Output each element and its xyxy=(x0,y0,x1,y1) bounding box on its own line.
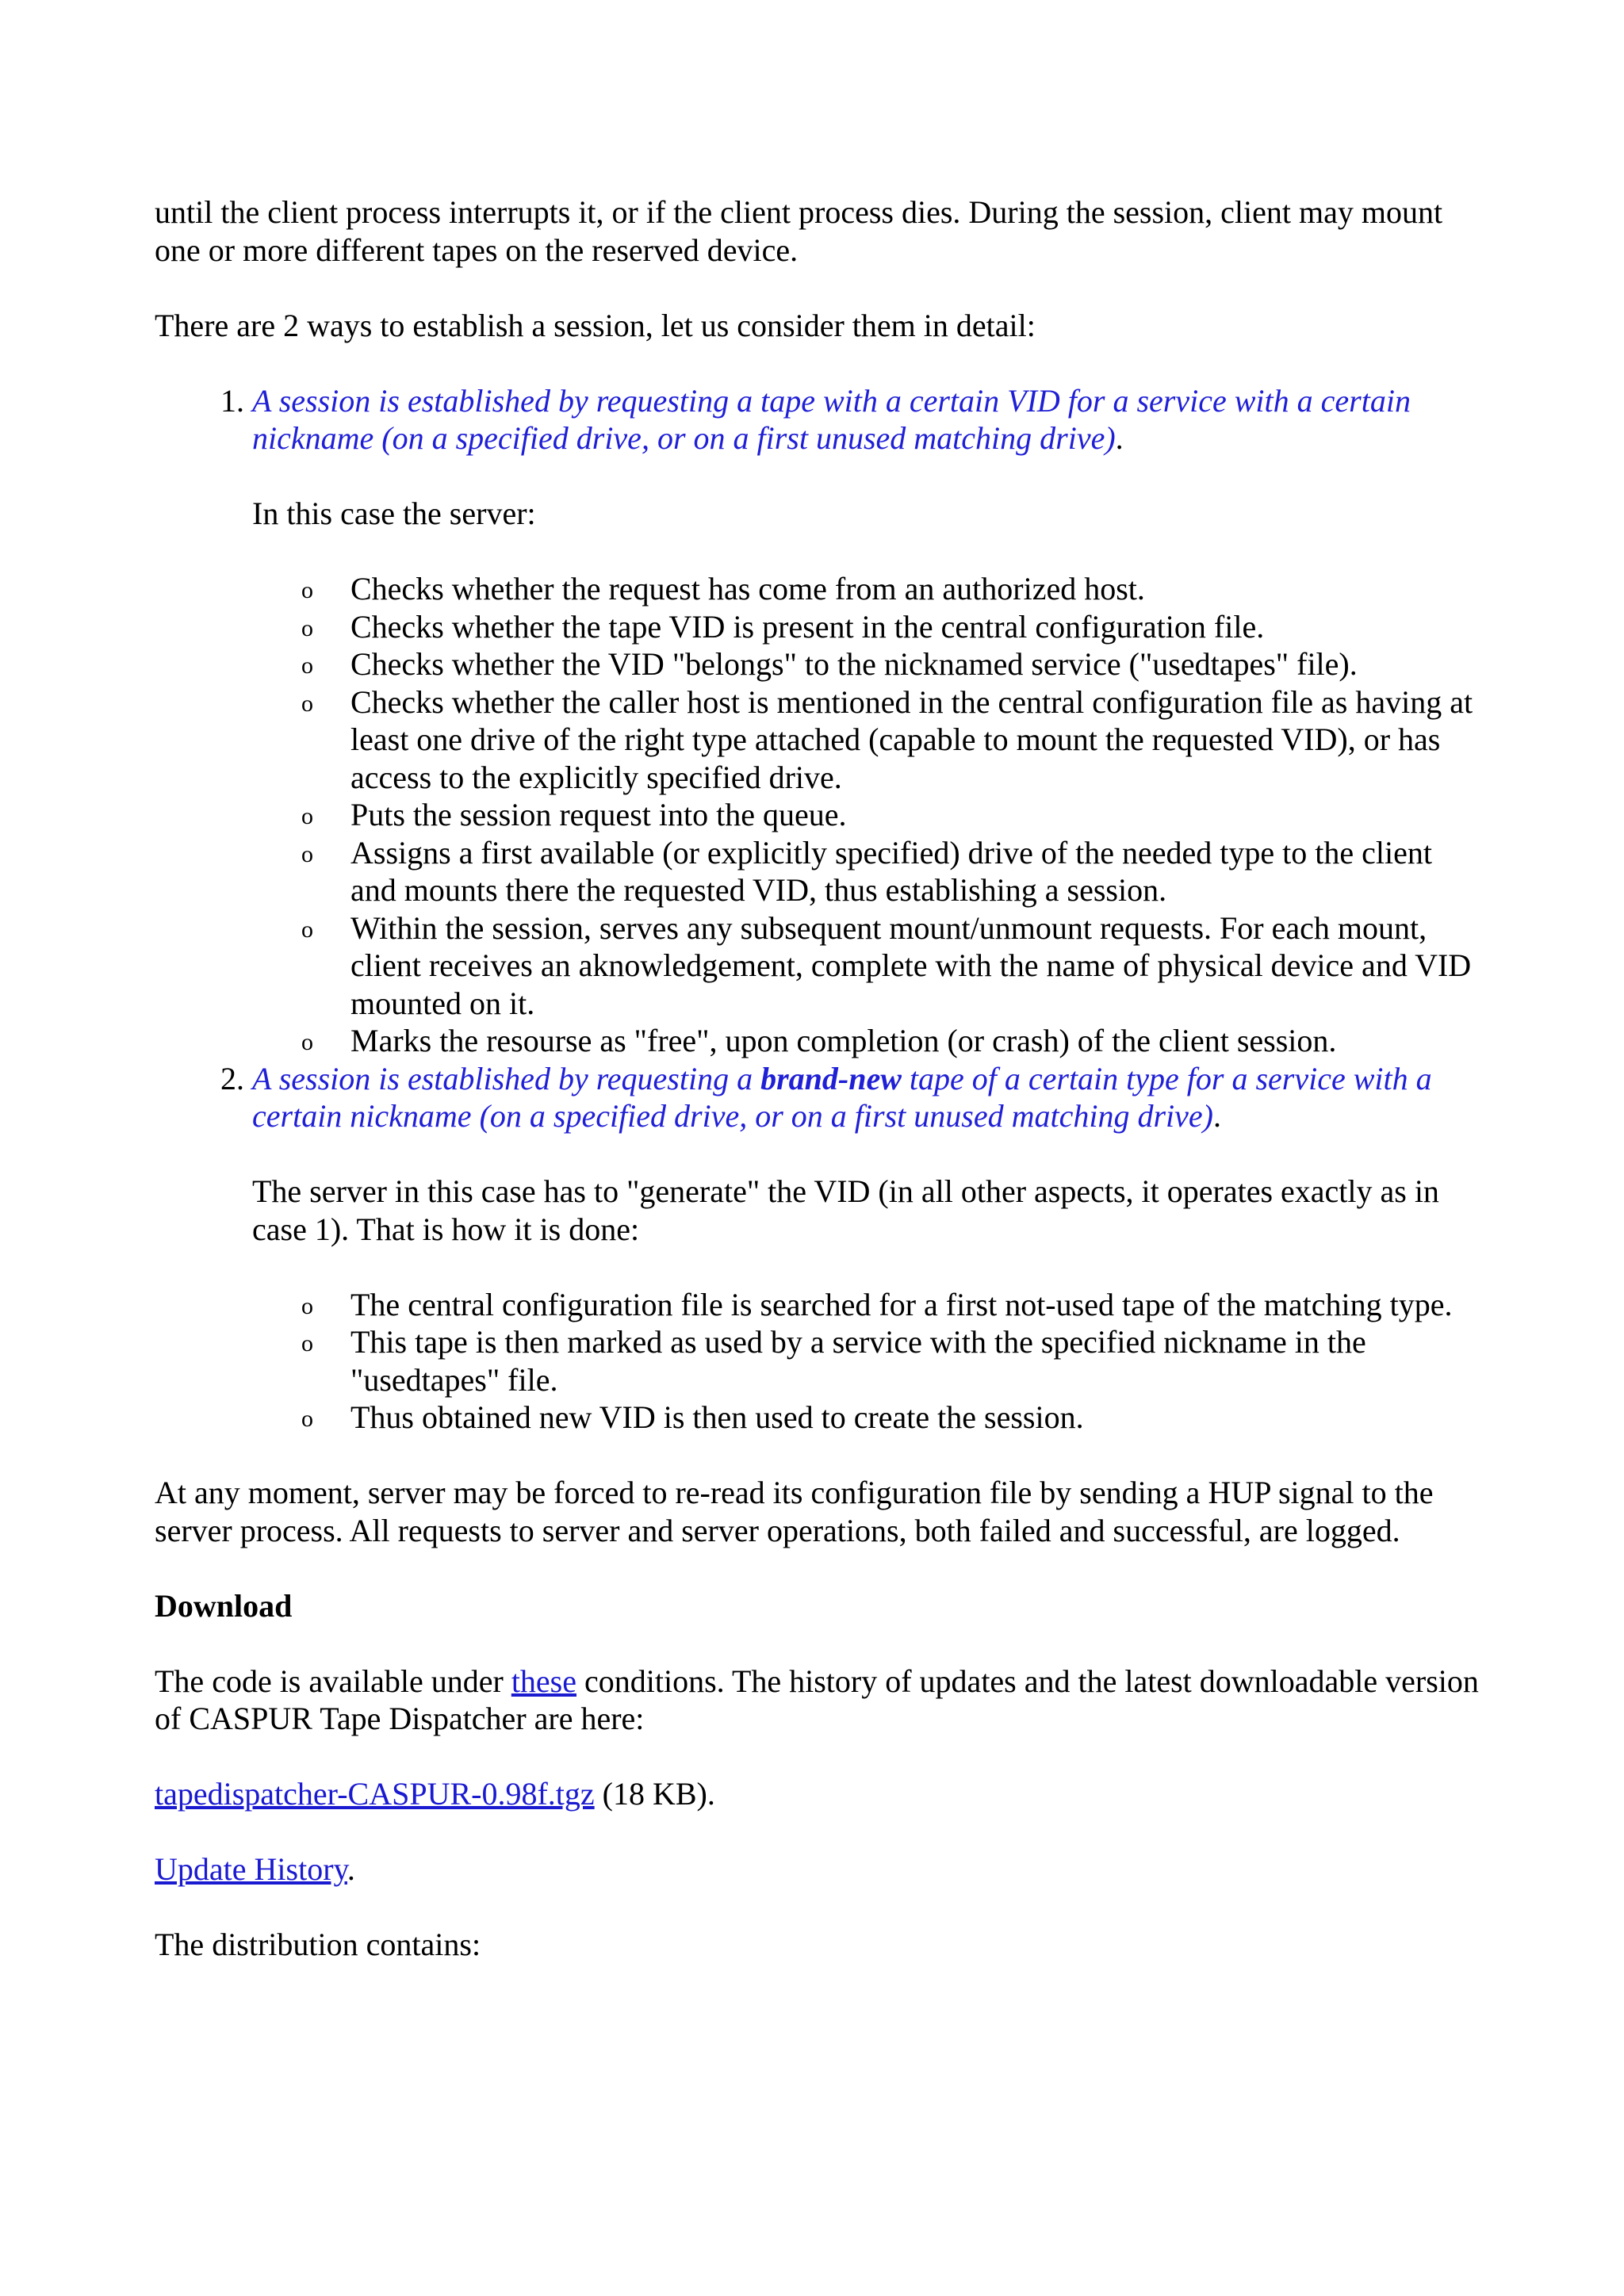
list-item xyxy=(301,796,1479,834)
list-item xyxy=(301,1022,1479,1060)
case-2-intro: The server in this case has to "generate" the VID (in all other aspects, it operates exactly as in case 1). That is how it is done: xyxy=(252,1173,1439,1247)
tgz-download-link[interactable]: tapedispatcher-CASPUR-0.98f.tgz xyxy=(155,1776,595,1812)
bullet-circle-icon: o xyxy=(301,652,313,679)
case-2-title xyxy=(252,1060,1479,1135)
session-cases-list xyxy=(155,382,1479,1437)
intro-paragraph-2: There are 2 ways to establish a session, let us consider them in detail: xyxy=(155,307,1036,343)
step-text: Checks whether the request has come from an authorized host. xyxy=(350,571,1145,607)
bullet-circle-icon: o xyxy=(301,840,313,867)
step-text: Within the session, serves any subsequent mount/unmount requests. For each mount, client receives an aknowledgement, complete with the name of physical device and VID mounted on it. xyxy=(350,909,1472,1021)
history-paragraph xyxy=(155,1850,1479,1888)
intro-paragraph-1: until the client process interrupts it, or if the client process dies. During the session, client may mount one or more different tapes on the reserved device. xyxy=(155,194,1443,268)
step-text: Checks whether the VID "belongs" to the nicknamed service ("usedtapes" file). xyxy=(350,646,1358,682)
download-heading: Download xyxy=(155,1587,293,1624)
download-text-before: The code is available under xyxy=(155,1663,511,1699)
case-1-intro: In this case the server: xyxy=(252,496,536,531)
distribution-paragraph: The distribution contains: xyxy=(155,1927,481,1962)
step-text: Marks the resourse as "free", upon completion (or crash) of the client session. xyxy=(350,1023,1337,1058)
bullet-circle-icon: o xyxy=(301,1406,313,1432)
list-item xyxy=(301,834,1479,909)
case-1-title xyxy=(252,382,1479,457)
case-2-title-text xyxy=(252,1061,1432,1135)
list-item xyxy=(301,570,1479,608)
bullet-circle-icon: o xyxy=(301,577,313,603)
case-1-title-text: A session is established by requesting a tape with a certain VID for a service with a certain nickname (on a specified drive, or on a first unused matching drive) xyxy=(252,382,1411,456)
case-2-title-bold: brand-new xyxy=(760,1060,902,1096)
step-text: Puts the session request into the queue. xyxy=(350,797,847,832)
list-item xyxy=(301,1286,1479,1324)
case-2-steps xyxy=(252,1286,1479,1437)
step-text: This tape is then marked as used by a service with the specified nickname in the "usedtapes" file. xyxy=(350,1324,1366,1398)
list-item xyxy=(301,683,1479,797)
step-text: Checks whether the tape VID is present in the central configuration file. xyxy=(350,608,1265,645)
tgz-paragraph xyxy=(155,1775,1479,1813)
bullet-circle-icon: o xyxy=(301,916,313,943)
tgz-size: (18 KB). xyxy=(594,1776,715,1812)
history-end: . xyxy=(347,1851,355,1887)
list-item xyxy=(301,909,1479,1023)
step-text: Checks whether the caller host is mentioned in the central configuration file as having at least one drive of the right type attached (capable to mount the requested VID), or has access to the explicitly specified drive. xyxy=(350,683,1473,795)
list-item xyxy=(301,1323,1479,1399)
bullet-circle-icon: o xyxy=(301,1029,313,1055)
bullet-circle-icon: o xyxy=(301,1292,313,1319)
bullet-circle-icon: o xyxy=(301,690,313,717)
document-page xyxy=(155,193,1479,2001)
conditions-link[interactable]: these xyxy=(511,1663,576,1699)
list-item xyxy=(301,1399,1479,1437)
case-2 xyxy=(252,1060,1479,1437)
case-2-title-end: . xyxy=(1212,1098,1221,1134)
step-text: Thus obtained new VID is then used to create the session. xyxy=(350,1399,1084,1435)
hup-paragraph: At any moment, server may be forced to re-read its configuration file by sending a HUP signal to the server process. All requests to server and server operations, both failed and successful, are logged. xyxy=(155,1475,1434,1548)
case-2-title-after: tape of a certain type for a service with a certain nickname (on a specified drive, or on a first unused matching drive) xyxy=(252,1060,1432,1134)
case-1-title-end: . xyxy=(1115,420,1124,456)
bullet-circle-icon: o xyxy=(301,614,313,641)
case-2-title-before: A session is established by requesting a xyxy=(252,1060,761,1096)
download-text-after: conditions. The history of updates and the latest downloadable version of CASPUR Tape Dispatcher are here: xyxy=(155,1663,1479,1736)
bullet-circle-icon: o xyxy=(301,1330,313,1357)
case-1 xyxy=(252,382,1479,1060)
bullet-circle-icon: o xyxy=(301,803,313,829)
step-text: The central configuration file is searched for a first not-used tape of the matching type. xyxy=(350,1286,1453,1322)
case-1-steps xyxy=(252,570,1479,1060)
list-item xyxy=(301,645,1479,683)
download-conditions-paragraph xyxy=(155,1663,1479,1738)
list-item xyxy=(301,608,1479,646)
step-text: Assigns a first available (or explicitly specified) drive of the needed type to the client and mounts there the requested VID, thus establishing a session. xyxy=(350,834,1432,908)
update-history-link[interactable]: Update History xyxy=(155,1851,347,1887)
